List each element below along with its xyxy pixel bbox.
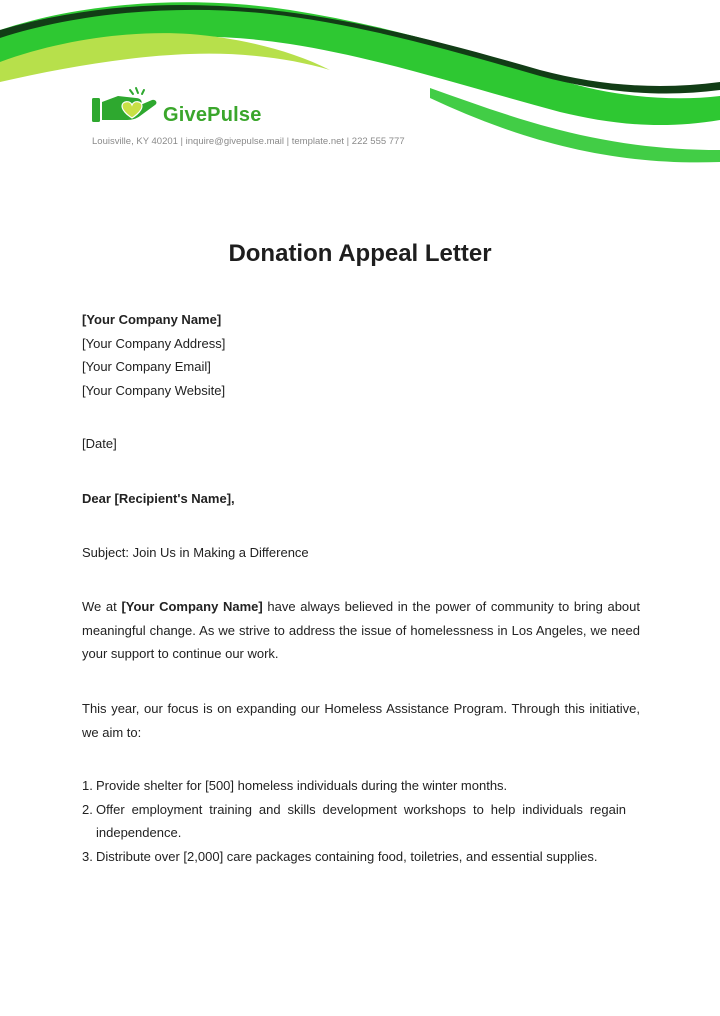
list-item-text: Distribute over [2,000] care packages containing food, toiletries, and essential supplies. xyxy=(96,848,598,864)
list-item-number: 3. xyxy=(82,848,93,864)
sender-address-block xyxy=(82,308,640,402)
list-item xyxy=(82,798,626,845)
sender-company-email: [Your Company Email] xyxy=(82,359,211,374)
letter-subject: Subject: Join Us in Making a Difference xyxy=(82,545,309,560)
list-item-text: Provide shelter for [500] homeless individuals during the winter months. xyxy=(96,778,508,793)
list-item xyxy=(82,774,626,798)
paragraph-1-company: [Your Company Name] xyxy=(121,599,263,614)
goals-list xyxy=(82,774,626,868)
sender-company-name: [Your Company Name] xyxy=(82,312,222,327)
letter-paragraph-1 xyxy=(82,595,640,666)
list-item-number: 2. xyxy=(82,801,93,817)
letter-date: [Date] xyxy=(82,436,117,451)
list-item xyxy=(82,845,626,869)
letter-paragraph-2: This year, our focus is on expanding our Homeless Assistance Program. Through this initiative, we aim to: xyxy=(82,701,640,740)
sender-company-website: [Your Company Website] xyxy=(82,382,226,398)
paragraph-1-intro: We at xyxy=(82,599,122,614)
paragraph-1-body: have always believed in the power of community to bring about meaningful change. As we strive to address the issue of homelessness in Los Angeles, we need your support to continue our work. xyxy=(82,599,640,661)
sender-company-address: [Your Company Address] xyxy=(82,335,226,351)
hand-heart-icon xyxy=(92,86,158,134)
list-item-text: Offer employment training and skills development workshops to help individuals regain independence. xyxy=(96,801,626,840)
document-title: Donation Appeal Letter xyxy=(228,240,492,267)
brand-name: GivePulse xyxy=(163,104,262,126)
letter-greeting: Dear [Recipient's Name], xyxy=(82,491,235,506)
contact-line: Louisville, KY 40201 | inquire@givepulse.mail | template.net | 222 555 777 xyxy=(92,136,405,147)
list-item-number: 1. xyxy=(82,778,93,793)
